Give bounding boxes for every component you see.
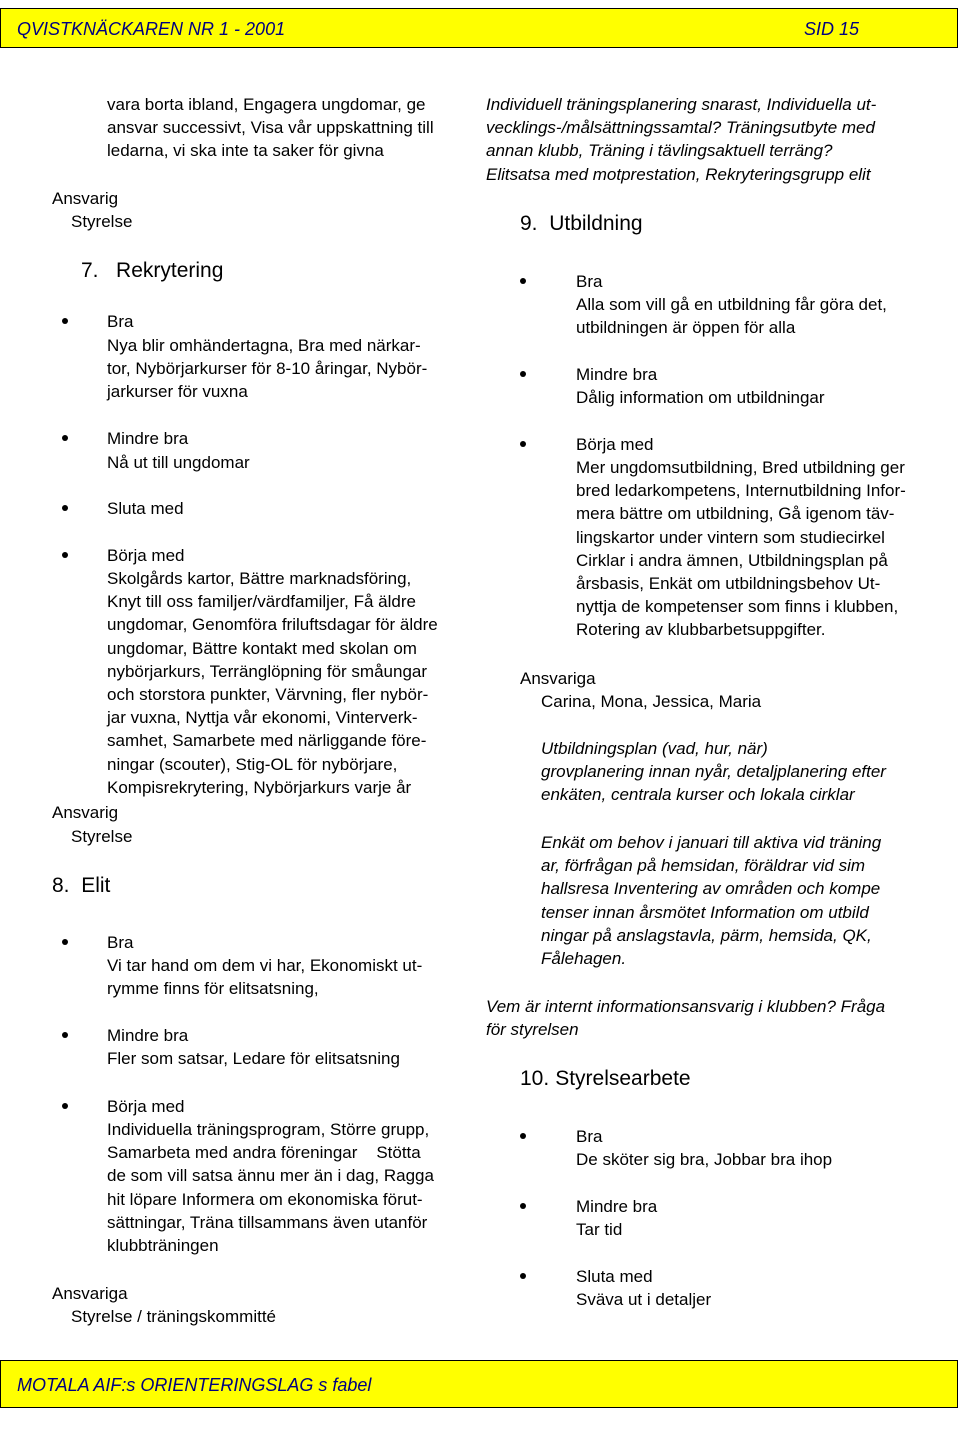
- text-line: Kompisrekrytering, Nybörjarkurs varje år: [107, 777, 412, 797]
- section-number: 9.: [520, 212, 538, 235]
- mindre-bra-label: Mindre bra: [576, 1197, 658, 1216]
- bullet-icon: [520, 278, 526, 284]
- text-line: nyttja de kompetenser som finns i klubben,: [576, 597, 899, 617]
- text-line: Rotering av klubbarbetsuppgifter.: [576, 620, 826, 640]
- text-line: Elitsatsa med motprestation, Rekryteringsgrupp elit: [486, 164, 871, 184]
- bullet-icon: [62, 318, 68, 324]
- section-number: 7.: [81, 259, 99, 282]
- bullet-icon: [520, 1133, 526, 1139]
- header-page-number: SID 15: [804, 19, 860, 39]
- text-line: Alla som vill gå en utbildning får göra det,: [576, 295, 887, 314]
- text-line: bred ledarkompetens, Internutbildning Infor-: [576, 481, 906, 501]
- text-line: tenser innan årsmötet Information om utbild: [541, 902, 869, 922]
- section-7-ansvar-label: Ansvarig: [52, 803, 119, 822]
- bra-label: Bra: [576, 272, 603, 291]
- sluta-med-label: Sluta med: [107, 499, 184, 518]
- sluta-med-label: Sluta med: [576, 1267, 653, 1286]
- text-line: ledarna, vi ska inte ta saker för givna: [107, 141, 384, 161]
- text-line: grovplanering innan nyår, detaljplanering efter: [541, 762, 886, 782]
- bra-text: [107, 954, 422, 1000]
- bullet-icon: [62, 435, 68, 441]
- bullet-icon: [520, 441, 526, 447]
- left-intro-paragraph: [107, 93, 434, 163]
- text-line: för styrelsen: [486, 1020, 579, 1040]
- section-number: 10.: [520, 1067, 550, 1090]
- text-line: klubbträningen: [107, 1236, 219, 1256]
- text-line: och storstora punkter, Värvning, fler nybör-: [107, 685, 429, 705]
- mindre-bra-text: Fler som satsar, Ledare för elitsatsning: [107, 1049, 400, 1068]
- text-line: jarkurser för vuxna: [107, 382, 248, 402]
- header-title: QVISTKNÄCKAREN NR 1 - 2001: [17, 19, 286, 39]
- section-number: 8.: [52, 874, 70, 897]
- enkat-paragraph: [541, 831, 881, 970]
- section-10-heading: [520, 1066, 691, 1092]
- borja-med-label: Börja med: [576, 435, 654, 454]
- mindre-bra-text: Nå ut till ungdomar: [107, 453, 250, 472]
- section-9-ansvar-value: Carina, Mona, Jessica, Maria: [541, 692, 762, 711]
- text-line: jar vuxna, Nyttja vår ekonomi, Vinterverk-: [107, 708, 418, 728]
- text-line: Samarbeta med andra föreningar Stötta: [107, 1143, 421, 1163]
- text-line: de som vill satsa ännu mer än i dag, Ragga: [107, 1166, 434, 1186]
- section-9-ansvar-label: Ansvariga: [520, 669, 596, 688]
- text-line: sättningar, Träna tillsammans även utanför: [107, 1212, 428, 1232]
- section-8-ansvar-label: Ansvariga: [52, 1284, 128, 1303]
- text-line: tor, Nybörjarkurser för 8-10 åringar, Nybör-: [107, 359, 428, 379]
- bra-text: [107, 334, 427, 404]
- borja-med-label: Börja med: [107, 1097, 185, 1116]
- bullet-icon: [520, 371, 526, 377]
- intro-ansvar-value: Styrelse: [71, 212, 133, 231]
- text-line: nybörjarkurs, Terränglöpning för småungar: [107, 661, 428, 681]
- section-title: Elit: [81, 874, 111, 897]
- text-line: hit löpare Informera om ekonomiska förut-: [107, 1189, 423, 1209]
- borja-med-text: [107, 1118, 434, 1257]
- text-line: Vi tar hand om dem vi har, Ekonomiskt ut-: [107, 956, 423, 975]
- text-line: mera bättre om utbildning, Gå igenom täv-: [576, 504, 895, 524]
- page-footer-bar: [0, 1360, 958, 1408]
- bra-label: Bra: [107, 312, 134, 331]
- bullet-icon: [62, 552, 68, 558]
- bullet-icon: [62, 939, 68, 945]
- utbildningsplan-paragraph: [541, 737, 886, 807]
- text-line: annan klubb, Träning i tävlingsaktuell terräng?: [486, 141, 833, 161]
- mindre-bra-label: Mindre bra: [107, 429, 189, 448]
- bullet-icon: [62, 1103, 68, 1109]
- text-line: rymme finns för elitsatsning,: [107, 979, 319, 999]
- text-line: Cirklar i andra ämnen, Utbildningsplan på: [576, 550, 888, 570]
- borja-med-label: Börja med: [107, 546, 185, 565]
- bra-label: Bra: [576, 1127, 603, 1146]
- text-line: enkäten, centrala kurser och lokala cirklar: [541, 785, 855, 805]
- borja-med-text: [107, 567, 438, 799]
- page-header-bar: [0, 8, 958, 48]
- bra-text: [576, 293, 887, 339]
- text-line: vara borta ibland, Engagera ungdomar, ge: [107, 95, 426, 114]
- bra-text: De sköter sig bra, Jobbar bra ihop: [576, 1150, 833, 1169]
- text-line: Skolgårds kartor, Bättre marknadsföring,: [107, 569, 412, 588]
- text-line: ansvar successivt, Visa vår uppskattning till: [107, 118, 434, 138]
- text-line: samhet, Samarbete med närliggande före-: [107, 731, 427, 751]
- text-line: Individuella träningsprogram, Större grupp,: [107, 1120, 430, 1139]
- text-line: ningar på anslagstavla, pärm, hemsida, QK,: [541, 925, 872, 945]
- bra-label: Bra: [107, 933, 134, 952]
- bullet-icon: [520, 1273, 526, 1279]
- bullet-icon: [520, 1203, 526, 1209]
- section-title: Styrelsearbete: [555, 1067, 691, 1090]
- text-line: ungdomar, Bättre kontakt med skolan om: [107, 638, 417, 658]
- borja-med-text: [576, 456, 906, 642]
- text-line: Nya blir omhändertagna, Bra med närkar-: [107, 336, 421, 355]
- text-line: Fålehagen.: [541, 949, 627, 969]
- mindre-bra-label: Mindre bra: [576, 365, 658, 384]
- section-9-heading: [520, 211, 643, 237]
- right-intro-paragraph: [486, 93, 876, 186]
- mindre-bra-text: Dålig information om utbildningar: [576, 388, 825, 407]
- text-line: Enkät om behov i januari till aktiva vid träning: [541, 833, 882, 852]
- mindre-bra-text: Tar tid: [576, 1220, 623, 1239]
- section-7-ansvar-value: Styrelse: [71, 827, 133, 846]
- text-line: Mer ungdomsutbildning, Bred utbildning ger: [576, 458, 905, 477]
- text-line: Vem är internt informationsansvarig i klubben? Fråga: [486, 997, 886, 1016]
- mindre-bra-label: Mindre bra: [107, 1026, 189, 1045]
- text-line: Individuell träningsplanering snarast, Individuella ut-: [486, 95, 877, 114]
- bullet-icon: [62, 505, 68, 511]
- section-7-heading: [81, 258, 223, 284]
- text-line: utbildningen är öppen för alla: [576, 318, 796, 338]
- text-line: ar, förfrågan på hemsidan, föräldrar vid sim: [541, 856, 866, 876]
- text-line: hallsresa Inventering av områden och kompe: [541, 879, 881, 899]
- text-line: ungdomar, Genomföra friluftsdagar för äldre: [107, 615, 438, 635]
- section-title: Rekrytering: [116, 259, 224, 282]
- informationsansvar-question: [486, 995, 885, 1041]
- text-line: ningar (scouter), Stig-OL för nybörjare,: [107, 754, 398, 774]
- bullet-icon: [62, 1032, 68, 1038]
- text-line: Utbildningsplan (vad, hur, när): [541, 739, 768, 758]
- footer-text: MOTALA AIF:s ORIENTERINGSLAG s fabel: [17, 1375, 372, 1395]
- section-8-heading: [52, 873, 110, 899]
- intro-ansvar-label: Ansvarig: [52, 189, 119, 208]
- sluta-med-text: Sväva ut i detaljer: [576, 1290, 712, 1309]
- text-line: Knyt till oss familjer/värdfamiljer, Få äldre: [107, 592, 416, 612]
- text-line: lingskartor under vintern som studiecirkel: [576, 527, 885, 547]
- text-line: årsbasis, Enkät om utbildningsbehov Ut-: [576, 574, 881, 594]
- text-line: vecklings-/målsättningssamtal? Träningsutbyte med: [486, 118, 875, 138]
- section-title: Utbildning: [549, 212, 643, 235]
- section-8-ansvar-value: Styrelse / träningskommitté: [71, 1307, 277, 1326]
